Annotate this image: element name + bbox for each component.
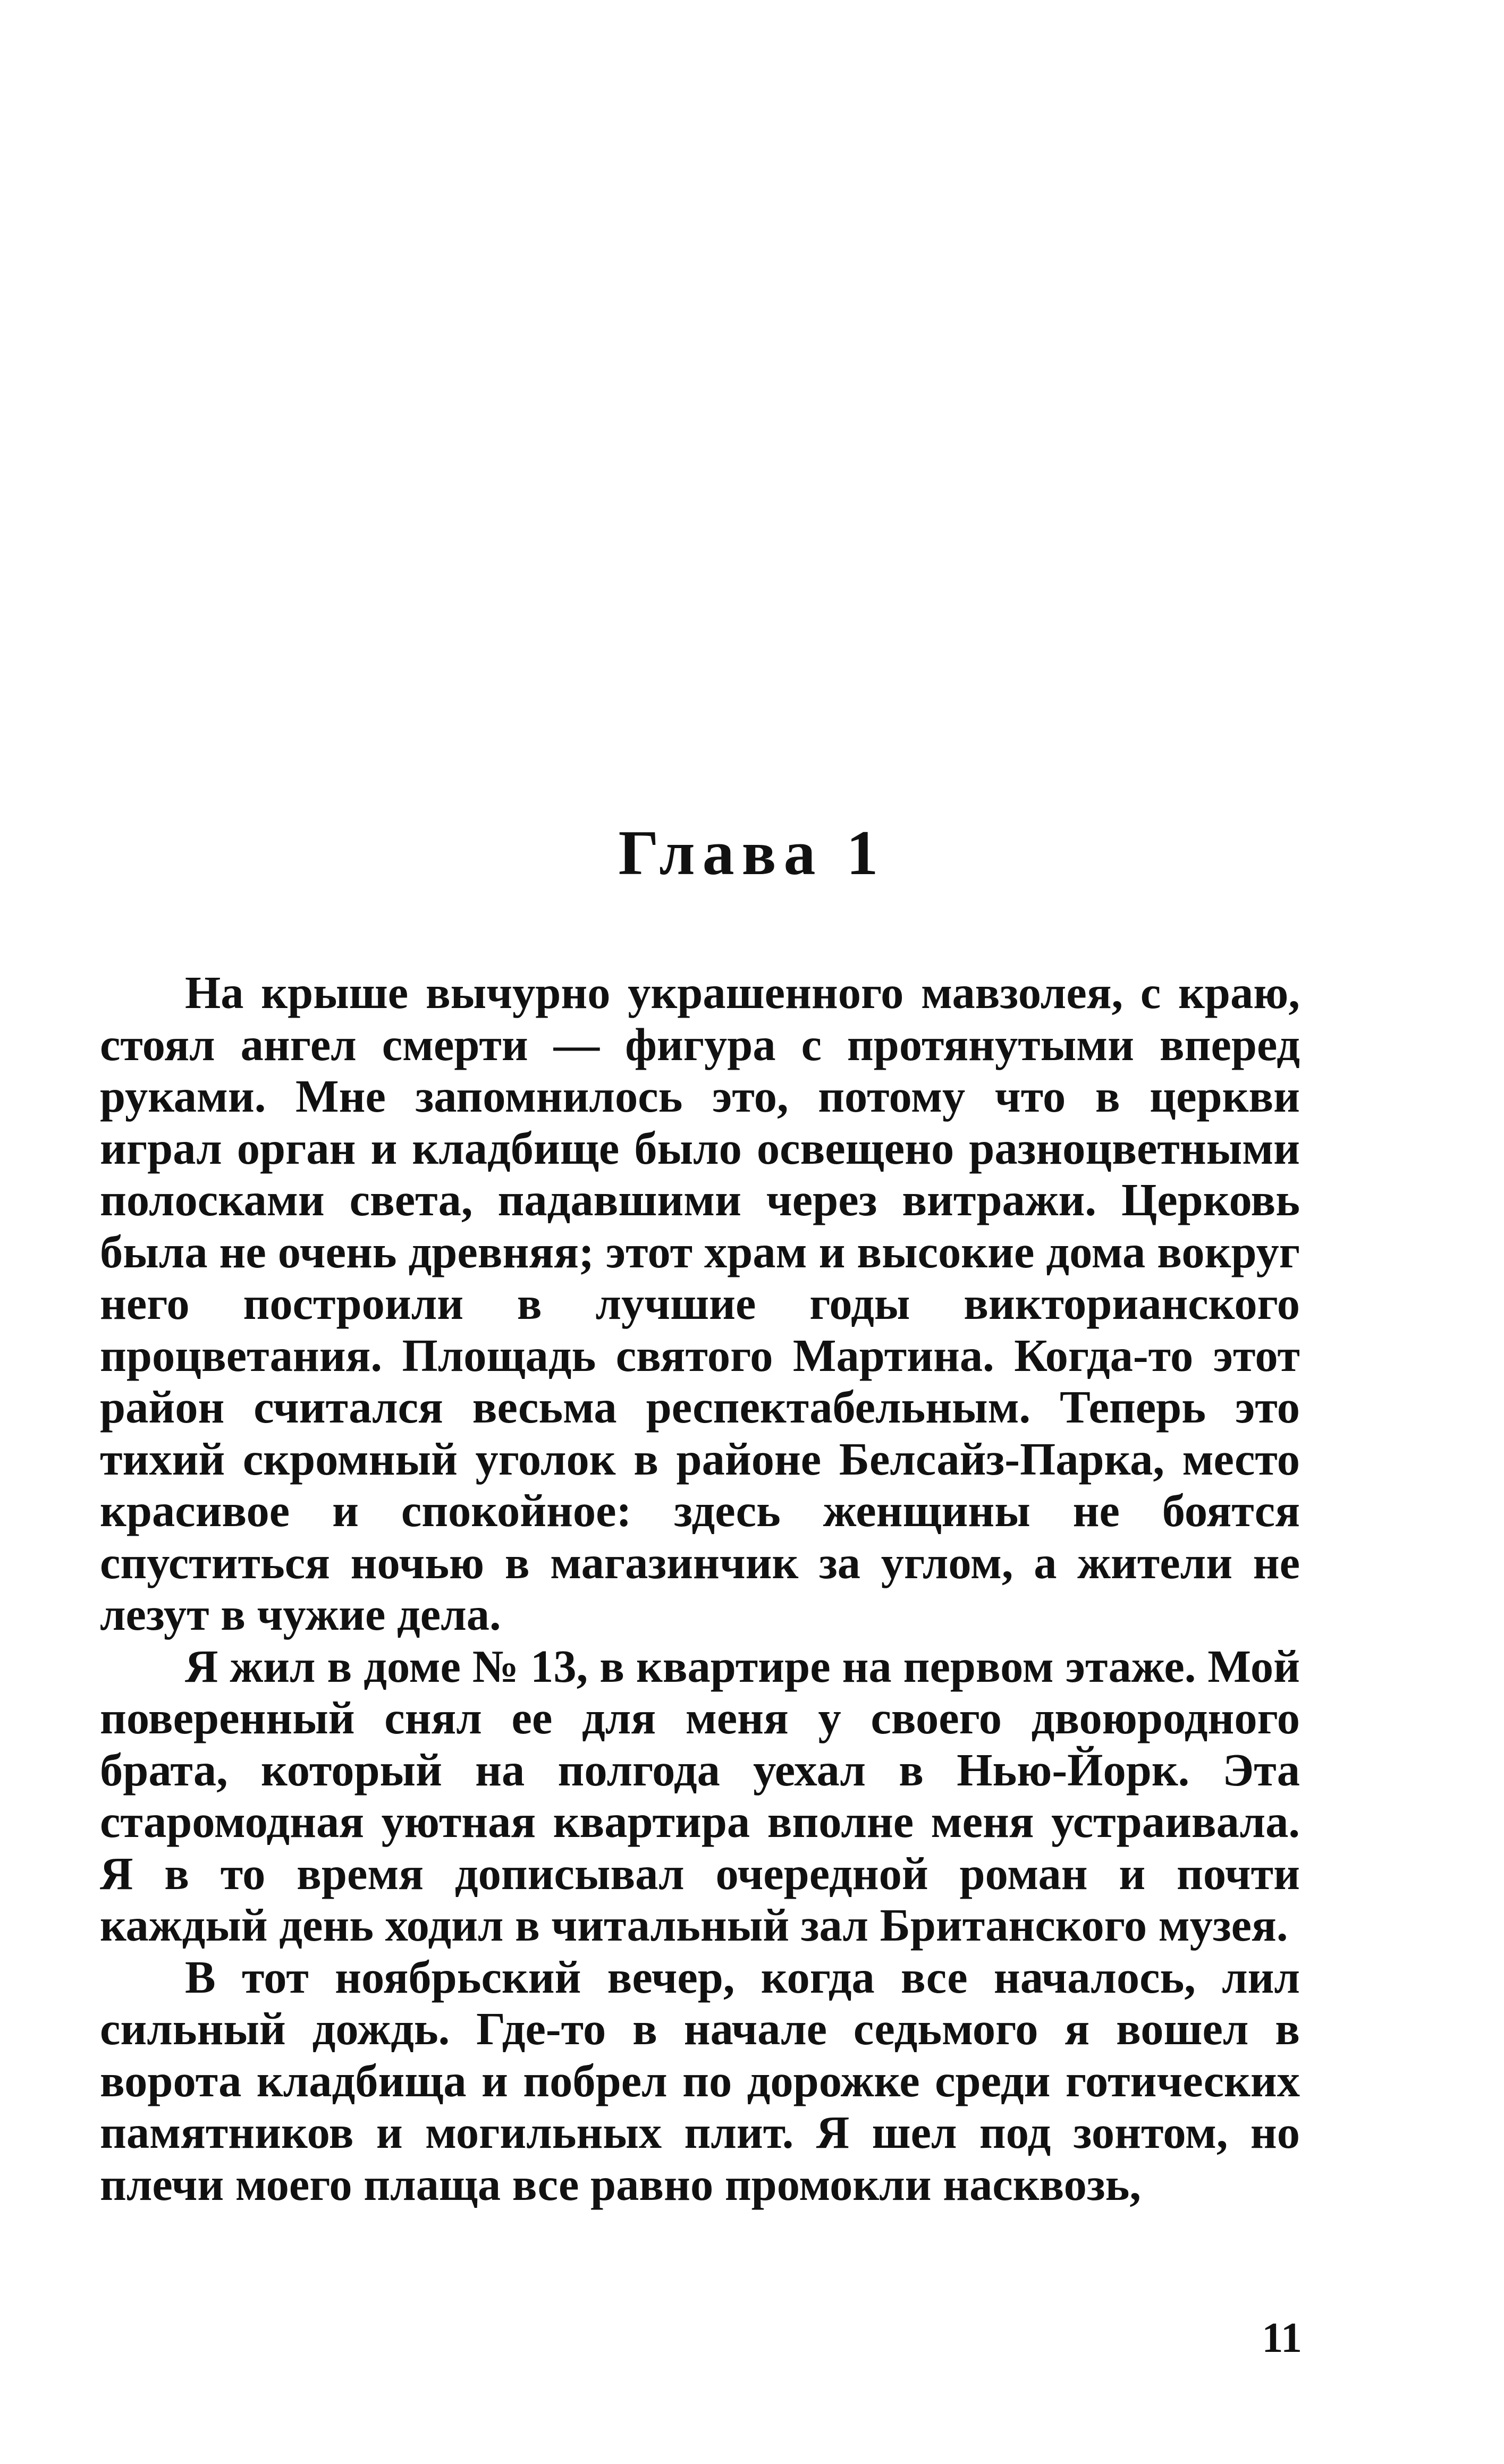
paragraph-1: На крыше вычурно украшенного мавзолея, с краю, стоял ангел смерти — фигура с протянутыми вперед руками. Мне запомнилось это, потому что в церкви играл орган и кладбище было освещено разноцветными полосками света, падавшими через витражи. Церковь была не очень древняя; этот храм и высокие дома вокруг него построили в лучшие годы викторианского процветания. Площадь святого Мартина. Когда-то этот район считался весьма респектабельным. Теперь это тихий скромный уголок в районе Белсайз-Парка, место красивое и спокойное: здесь женщины не боятся спуститься ночью в магазинчик за углом, а жители не лезут в чужие дела.	[100, 967, 1300, 1640]
page-number: 11	[1262, 2315, 1302, 2361]
chapter-title: Глава 1	[618, 817, 886, 888]
paragraph-3: В тот ноябрьский вечер, когда все началось, лил сильный дождь. Где-то в начале седьмого я вошел в ворота кладбища и побрел по дорожке среди готических памятников и могильных плит. Я шел под зонтом, но плечи моего плаща все равно промокли насквозь,	[100, 1951, 1300, 2210]
body-text	[100, 967, 1300, 2211]
paragraph-2: Я жил в доме № 13, в квартире на первом этаже. Мой поверенный снял ее для меня у своего двоюродного брата, который на полгода уехал в Нью-Йорк. Эта старомодная уютная квартира вполне меня устраивала. Я в то время дописывал очередной роман и почти каждый день ходил в читальный зал Британского музея.	[100, 1640, 1300, 1951]
